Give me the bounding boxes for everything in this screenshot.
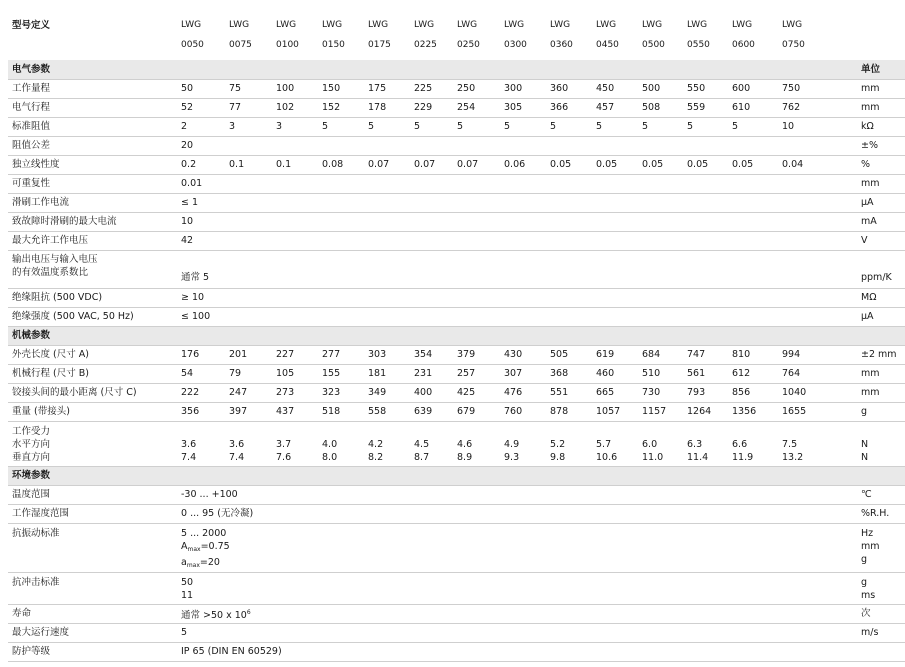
cell-value: 77 [227,98,274,117]
cell-value: 379 [455,345,502,364]
cell-value: 5 [594,117,640,136]
row-unit: mm [859,98,905,117]
cell-value: 0 ... 95 (无冷凝) [179,504,859,523]
row-unit: μA [859,193,905,212]
cell-value: 551 [548,383,594,402]
model-col: LWG 0500 [642,20,665,50]
cell-value: 229 [412,98,455,117]
cell-value: 3 [227,117,274,136]
cell-value: 323 [320,383,366,402]
row-unit: mm [859,79,905,98]
cell-value: 152 [320,98,366,117]
model-col: LWG 0250 [457,20,480,50]
cell-value: 225 [412,79,455,98]
cell-value: 437 [274,402,320,421]
cell-value: 254 [455,98,502,117]
cell-value: 878 [548,402,594,421]
spec-table [8,15,905,662]
row-mech-travel [8,364,905,383]
cell-value: 0.05 [548,155,594,174]
cell-value: 42 [179,231,859,250]
row-unit: % [859,155,905,174]
row-repeatability [8,174,905,193]
row-unit: mA [859,212,905,231]
row-unit: mm [859,364,905,383]
cell-value: 810 [730,345,780,364]
row-unit: ±2 mm [859,345,905,364]
model-col: LWG 0360 [550,20,573,50]
cell-value: 0.06 [502,155,548,174]
row-resistance [8,117,905,136]
cell-value: 0.07 [412,155,455,174]
row-label: 重量 (带接头) [8,402,179,421]
cell-value: 460 [594,364,640,383]
cell-value: 178 [366,98,412,117]
cell-value: 307 [502,364,548,383]
cell-value: -30 ... +100 [179,485,859,504]
cell-value: 397 [227,402,274,421]
cell-value: 5 [412,117,455,136]
cell-value: 247 [227,383,274,402]
row-label: 最大允许工作电压 [8,231,179,250]
row-unit: mm [859,174,905,193]
row-protection [8,642,905,661]
cell-value: 679 [455,402,502,421]
model-col: LWG 0075 [229,20,252,50]
row-insulation-str [8,307,905,326]
row-label: 防护等级 [8,642,179,661]
row-min-dist [8,383,905,402]
cell-value: 750 [780,79,859,98]
row-unit: ℃ [859,485,905,504]
cell-value: 4.0 8.0 [320,421,366,466]
cell-value: 450 [594,79,640,98]
cell-value: 0.05 [640,155,685,174]
cell-value: 4.6 8.9 [455,421,502,466]
cell-value: 349 [366,383,412,402]
cell-value: 175 [366,79,412,98]
row-label: 可重复性 [8,174,179,193]
cell-value: 5 [502,117,548,136]
cell-value: 505 [548,345,594,364]
row-unit [859,642,905,661]
cell-value: 75 [227,79,274,98]
cell-value: 0.2 [179,155,227,174]
cell-value: ≥ 10 [179,288,859,307]
row-wiper-max-current [8,212,905,231]
model-col: LWG 0175 [368,20,391,50]
row-unit: V [859,231,905,250]
cell-value: 457 [594,98,640,117]
cell-value: 356 [179,402,227,421]
cell-value: 764 [780,364,859,383]
row-unit: %R.H. [859,504,905,523]
cell-value: 231 [412,364,455,383]
cell-value: 425 [455,383,502,402]
model-col: LWG 0100 [276,20,299,50]
cell-value: 6.6 11.9 [730,421,780,466]
cell-value: 222 [179,383,227,402]
row-label: 阻值公差 [8,136,179,155]
cell-value: 100 [274,79,320,98]
cell-value: 5 [730,117,780,136]
row-force: 工作受力 水平方向 垂直方向 3.6 7.4 3.6 7.4 3.7 7.6 4.0 8.0 4.2 8.2 4.5 8.7 4.6 8.9 4.9 9.3 5.2 9.8 5.7 10.6 6.0 11.0 6.3 11.4 6.6 11.9 7.5 13.2 N N [8,421,905,466]
cell-value: 561 [685,364,730,383]
row-unit: ±% [859,136,905,155]
row-shock: 抗冲击标准 50 11 g ms [8,572,905,604]
row-housing-len [8,345,905,364]
cell-value: 4.9 9.3 [502,421,548,466]
cell-value: 10 [780,117,859,136]
cell-value: 430 [502,345,548,364]
cell-value: 0.05 [730,155,780,174]
row-vibration: 抗振动标准 5 ... 2000 $A_{max}=0.75$ $a_{max}=20$ Hz mm g [8,523,905,572]
row-label: 铰接头间的最小距离 (尺寸 C) [8,383,179,402]
cell-value: 227 [274,345,320,364]
cell-value: 277 [320,345,366,364]
cell-value: 5.2 9.8 [548,421,594,466]
cell-value: 155 [320,364,366,383]
cell-value: 600 [730,79,780,98]
cell-value: 5 [548,117,594,136]
row-temp-coeff: 输出电压与输入电压 的有效温度系数比 通常 5 ppm/K [8,250,905,288]
cell-value: 639 [412,402,455,421]
cell-value: 2 [179,117,227,136]
model-col: LWG 0750 [782,20,805,50]
cell-value: 5 [366,117,412,136]
row-label: 绝缘阻抗 (500 VDC) [8,288,179,307]
row-label: 绝缘强度 (500 VAC, 50 Hz) [8,307,179,326]
row-temp-range [8,485,905,504]
cell-value: 5 [685,117,730,136]
cell-value: 50 [179,79,227,98]
cell-value: 0.08 [320,155,366,174]
row-label: 工作量程 [8,79,179,98]
model-col: LWG 0300 [504,20,527,50]
cell-value: 4.2 8.2 [366,421,412,466]
section-environment: 环境参数 [8,466,905,485]
cell-value: 0.05 [685,155,730,174]
row-elec-travel [8,98,905,117]
cell-value: 250 [455,79,502,98]
row-unit: kΩ [859,117,905,136]
cell-value: 6.0 11.0 [640,421,685,466]
cell-value: 1655 [780,402,859,421]
cell-value: 6.3 11.4 [685,421,730,466]
row-max-voltage [8,231,905,250]
row-label: 独立线性度 [8,155,179,174]
row-life: 寿命 通常 >50 x $10^6$ 次 [8,604,905,623]
cell-value: 7.5 13.2 [780,421,859,466]
row-wiper-current [8,193,905,212]
cell-value: 665 [594,383,640,402]
cell-value: 508 [640,98,685,117]
row-unit: MΩ [859,288,905,307]
row-weight [8,402,905,421]
cell-value: 10 [179,212,859,231]
row-unit: g [859,402,905,421]
cell-value: 500 [640,79,685,98]
cell-value: 3 [274,117,320,136]
cell-value: 0.07 [455,155,502,174]
cell-value: 150 [320,79,366,98]
cell-value: 3.6 7.4 [227,421,274,466]
header-title: 型号定义 [12,20,51,31]
cell-value: 1057 [594,402,640,421]
cell-value: 201 [227,345,274,364]
row-label: 温度范围 [8,485,179,504]
cell-value: 619 [594,345,640,364]
cell-value: 856 [730,383,780,402]
row-label: 外壳长度 (尺寸 A) [8,345,179,364]
cell-value: 54 [179,364,227,383]
row-unit: N N [859,421,905,466]
row-linearity [8,155,905,174]
cell-value: 4.5 8.7 [412,421,455,466]
cell-value: 305 [502,98,548,117]
cell-value: 760 [502,402,548,421]
cell-value: 550 [685,79,730,98]
cell-value: 730 [640,383,685,402]
cell-value: 1157 [640,402,685,421]
model-col: LWG 0450 [596,20,619,50]
cell-value: 1264 [685,402,730,421]
cell-value: 5 [640,117,685,136]
cell-value: 5 [320,117,366,136]
section-electrical: 电气参数 单位 [8,60,905,79]
row-work-range [8,79,905,98]
cell-value: 52 [179,98,227,117]
row-label: 最大运行速度 [8,623,179,642]
cell-value: 476 [502,383,548,402]
cell-value: 257 [455,364,502,383]
cell-value: 0.07 [366,155,412,174]
cell-value: 176 [179,345,227,364]
row-unit: mm [859,383,905,402]
cell-value: 366 [548,98,594,117]
cell-value: 303 [366,345,412,364]
cell-value: 0.01 [179,174,859,193]
cell-value: 300 [502,79,548,98]
row-label: 致故障时滑刷的最大电流 [8,212,179,231]
cell-value: 747 [685,345,730,364]
cell-value: 79 [227,364,274,383]
cell-value: 0.1 [274,155,320,174]
model-col: LWG 0225 [414,20,437,50]
cell-value: 684 [640,345,685,364]
row-resistance-tol [8,136,905,155]
row-label: 标准阻值 [8,117,179,136]
cell-value: 181 [366,364,412,383]
cell-value: 0.05 [594,155,640,174]
cell-value: 20 [179,136,859,155]
row-unit: μA [859,307,905,326]
cell-value: 0.04 [780,155,859,174]
cell-value: 0.1 [227,155,274,174]
cell-value: IP 65 (DIN EN 60529) [179,642,859,661]
cell-value: 1040 [780,383,859,402]
cell-value: 368 [548,364,594,383]
cell-value: 5 [179,623,859,642]
cell-value: 510 [640,364,685,383]
row-unit: m/s [859,623,905,642]
cell-value: 5 [455,117,502,136]
section-mechanical: 机械参数 [8,326,905,345]
cell-value: 559 [685,98,730,117]
row-humidity [8,504,905,523]
cell-value: 558 [366,402,412,421]
row-label: 电气行程 [8,98,179,117]
row-label: 机械行程 (尺寸 B) [8,364,179,383]
cell-value: 5.7 10.6 [594,421,640,466]
cell-value: 400 [412,383,455,402]
row-label: 滑刷工作电流 [8,193,179,212]
header-row [8,15,905,60]
cell-value: 1356 [730,402,780,421]
row-label: 工作湿度范围 [8,504,179,523]
cell-value: 518 [320,402,366,421]
row-max-speed [8,623,905,642]
cell-value: 273 [274,383,320,402]
model-col: LWG 0050 [181,20,204,50]
model-col: LWG 0550 [687,20,710,50]
cell-value: 762 [780,98,859,117]
cell-value: 354 [412,345,455,364]
cell-value: 360 [548,79,594,98]
cell-value: 3.7 7.6 [274,421,320,466]
cell-value: ≤ 1 [179,193,859,212]
cell-value: 612 [730,364,780,383]
cell-value: 994 [780,345,859,364]
cell-value: 102 [274,98,320,117]
row-insulation-res [8,288,905,307]
cell-value: 3.6 7.4 [179,421,227,466]
model-col: LWG 0600 [732,20,755,50]
cell-value: ≤ 100 [179,307,859,326]
cell-value: 610 [730,98,780,117]
cell-value: 105 [274,364,320,383]
cell-value: 793 [685,383,730,402]
model-col: LWG 0150 [322,20,345,50]
